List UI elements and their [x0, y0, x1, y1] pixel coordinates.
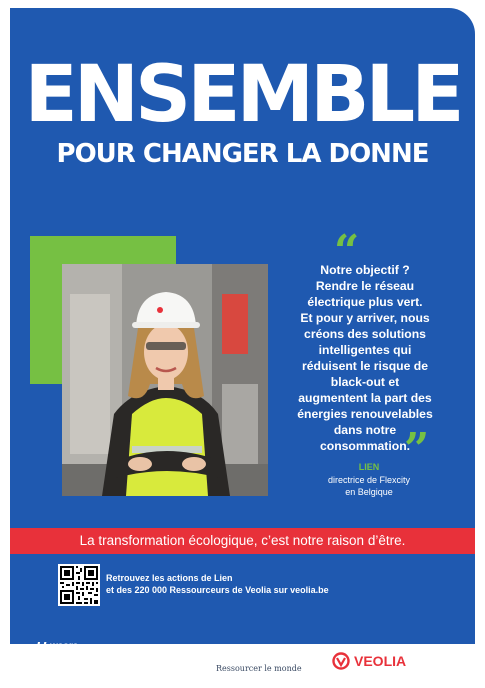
info-line2	[106, 584, 436, 596]
quote-line: intelligentes qui	[318, 343, 412, 357]
info-line2-text: et des 220 000 Ressourceurs de Veolia sur	[106, 585, 291, 595]
quote-line: électrique plus vert.	[307, 295, 423, 309]
attribution-name: LIEN	[358, 462, 380, 472]
quote-line: Et pour y arriver, nous	[300, 311, 430, 325]
quote-close-mark: ”	[404, 424, 430, 475]
quote-line: réduisent le risque de	[302, 359, 428, 373]
quote-line: dans notre	[333, 423, 397, 437]
attribution-role-line: en Belgique	[345, 487, 393, 497]
mission-banner: La transformation écologique, c’est notre raison d’être.	[10, 528, 475, 554]
qr-code[interactable]	[58, 564, 100, 606]
quote-line: augmentent la part des	[298, 391, 432, 405]
quote-line: black-out et	[330, 375, 400, 389]
quote-line: créons des solutions	[304, 327, 426, 341]
website-link[interactable]: veolia.be	[290, 585, 329, 595]
subheadline: POUR CHANGER LA DONNE	[56, 139, 429, 169]
hashtag-symbol: #	[32, 636, 48, 667]
brand-name: VEOLIA	[354, 653, 407, 669]
hashtag-line2: RESOURCERS	[49, 651, 121, 662]
hashtag-words	[50, 642, 121, 662]
portrait-photo	[62, 264, 268, 496]
quote-line: consommation.	[319, 439, 411, 453]
hashtag-logo	[32, 638, 120, 666]
info-line1: Retrouvez les actions de Lien	[106, 573, 233, 583]
veolia-logo-icon	[332, 652, 350, 670]
brand-tagline: Ressourcer le monde	[216, 664, 302, 673]
headline: ENSEMBLE	[24, 50, 461, 140]
quote-line: énergies renouvelables	[297, 407, 433, 421]
attribution-role	[310, 474, 428, 498]
veolia-logo[interactable]	[332, 652, 406, 670]
hashtag-line1: weare	[49, 641, 78, 652]
attribution-role-line: directrice de Flexcity	[327, 475, 411, 485]
poster	[10, 8, 475, 680]
quote-line: Rendre le réseau	[315, 279, 415, 293]
info-text	[106, 572, 436, 596]
quote-open-mark: “	[334, 226, 360, 277]
quote-line: Notre objectif ?	[320, 263, 410, 277]
